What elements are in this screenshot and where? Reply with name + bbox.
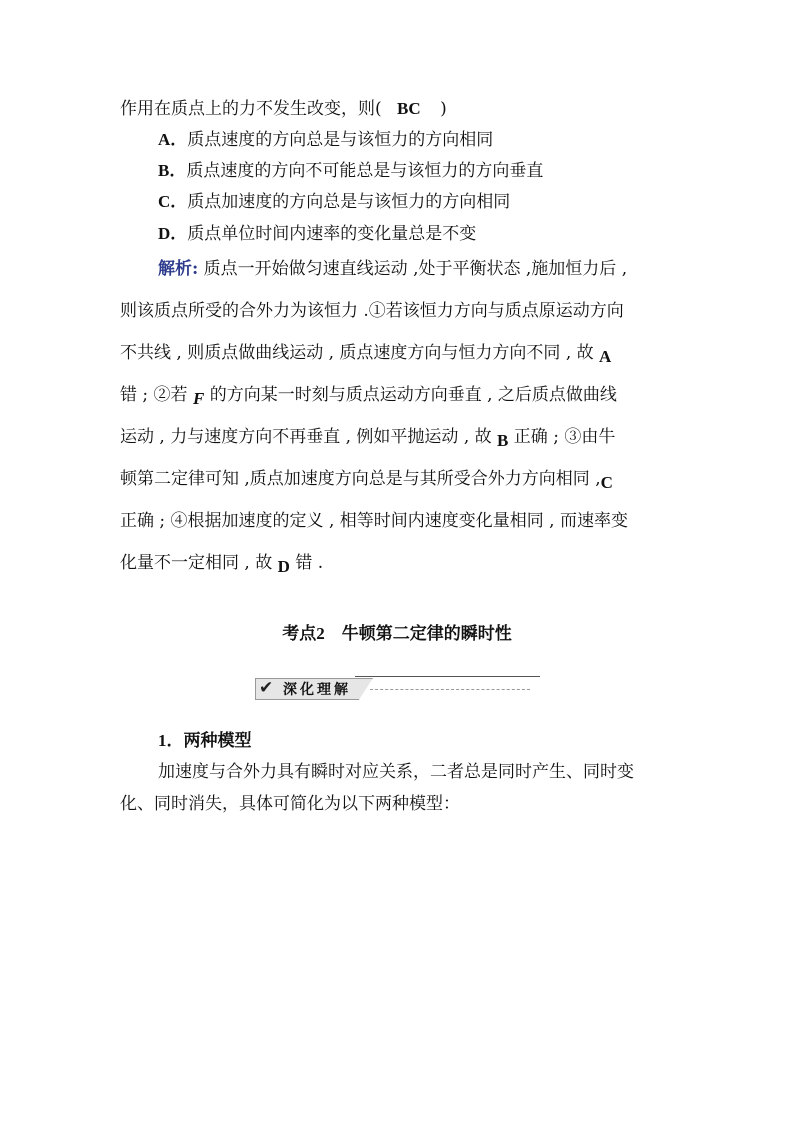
analysis-line-6 xyxy=(120,467,613,491)
models-heading: 1．两种模型 xyxy=(158,731,252,750)
analysis-text: 运动 , 力与速度方向不再垂直 , 例如平抛运动 , 故 xyxy=(120,427,492,447)
option-letter: A． xyxy=(158,130,188,149)
option-letter: C． xyxy=(158,192,188,211)
analysis-text: 错 ; ②若 xyxy=(120,385,188,405)
section-title: 考点2 牛顿第二定律的瞬时性 xyxy=(282,624,512,643)
option-text: 质点单位时间内速率的变化量总是不变 xyxy=(187,224,477,244)
analysis-text: 则该质点所受的合外力为该恒力 .①若该恒力方向与质点原运动方向 xyxy=(120,301,624,321)
option-text: 质点加速度的方向总是与该恒力的方向相同 xyxy=(187,192,511,212)
option-ref-c: C xyxy=(600,473,613,492)
analysis-text: 质点一开始做匀速直线运动 ,处于平衡状态 ,施加恒力后 , xyxy=(198,259,628,279)
analysis-text: 顿第二定律可知 ,质点加速度方向总是与其所受合外力方向相同 , xyxy=(120,469,601,489)
analysis-line-5 xyxy=(120,425,615,449)
deep-understanding-banner xyxy=(255,676,540,700)
close-paren: ) xyxy=(440,99,447,119)
analysis-line-4 xyxy=(120,383,617,407)
option-a xyxy=(158,128,493,152)
option-letter: D． xyxy=(158,224,188,243)
option-text: 质点速度的方向总是与该恒力的方向相同 xyxy=(187,130,494,150)
body-paragraph-line-2: 化、同时消失，具体可简化为以下两种模型： xyxy=(120,794,460,814)
analysis-text: 正确 ; ④根据加速度的定义 , 相等时间内速度变化量相同 , 而速率变 xyxy=(120,511,628,531)
answer-text: BC xyxy=(397,99,421,118)
analysis-label: 解析: xyxy=(158,259,199,279)
banner-dashed-rule xyxy=(370,689,530,690)
force-symbol: F xyxy=(192,389,205,408)
analysis-text: 正确 ; ③由牛 xyxy=(513,427,616,447)
option-c xyxy=(158,190,510,214)
banner-label: 深化理解 xyxy=(283,682,351,698)
question-stem xyxy=(120,97,447,121)
analysis-line-7 xyxy=(120,509,628,533)
analysis-text: 的方向某一时刻与质点运动方向垂直 , 之后质点做曲线 xyxy=(209,385,617,405)
body-paragraph-line-1: 加速度与合外力具有瞬时对应关系，二者总是同时产生、同时变 xyxy=(158,762,634,782)
analysis-line-2 xyxy=(120,299,624,323)
check-icon: ✔ xyxy=(259,678,274,698)
banner-top-rule xyxy=(355,676,540,677)
analysis-text: 错 . xyxy=(295,553,324,573)
option-ref-d: D xyxy=(277,557,290,576)
question-stem-text: 作用在质点上的力不发生改变，则( xyxy=(120,99,382,119)
option-ref-b: B xyxy=(497,431,509,450)
option-letter: B． xyxy=(158,161,187,180)
option-d xyxy=(158,222,476,246)
analysis-line-3 xyxy=(120,341,611,365)
analysis-line-1 xyxy=(158,257,627,281)
analysis-text: 不共线 , 则质点做曲线运动 , 质点速度方向与恒力方向不同 , 故 xyxy=(120,343,594,363)
option-text: 质点速度的方向不可能总是与该恒力的方向垂直 xyxy=(186,161,544,181)
option-ref-a: A xyxy=(599,347,612,366)
option-b xyxy=(158,159,543,183)
analysis-line-8 xyxy=(120,551,323,575)
analysis-text: 化量不一定相同 , 故 xyxy=(120,553,273,573)
